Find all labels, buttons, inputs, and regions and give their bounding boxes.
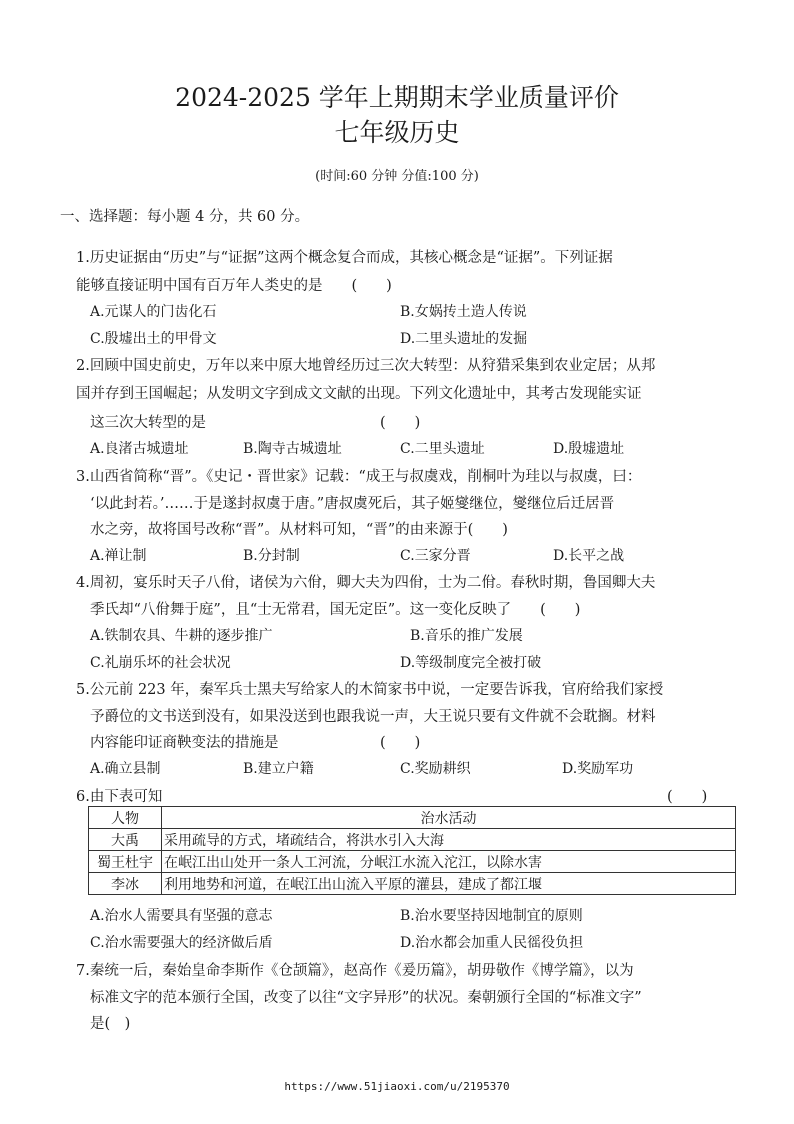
question-5-line-3: 内容能印证商鞅变法的措施是 ( ) [90,735,421,751]
question-1-line-1: 1.历史证据由“历史”与“证据”这两个概念复合而成，其核心概念是“证据”。下列证据 [76,250,613,266]
question-4-option-a: A.铁制农具、牛耕的逐步推广 [90,628,273,644]
question-1-option-a: A.元谋人的门齿化石 [90,304,217,320]
table-row [89,829,736,851]
table-header-activity: 治水活动 [162,807,736,829]
question-7-line-3: 是( ) [90,1016,131,1032]
table-cell-person: 蜀王杜宇 [89,851,162,873]
question-4-option-d: D.等级制度完全被打破 [400,655,542,671]
question-5-option-c: C.奖励耕织 [400,761,471,777]
question-4-option-c: C.礼崩乐坏的社会状况 [90,655,231,671]
question-5-line-2: 予爵位的文书送到没有，如果没送到也跟我说一声，大王说只要有文件就不会耽搁。材料 [90,709,656,725]
table-cell-activity: 采用疏导的方式，堵疏结合，将洪水引入大海 [162,829,736,851]
question-6-line-1: 6.由下表可知 [76,789,163,805]
table-cell-person: 李冰 [89,873,162,895]
table-row [89,873,736,895]
question-2-option-a: A.良渚古城遗址 [90,441,189,457]
table-header-person: 人物 [89,807,162,829]
question-3-line-3: 水之旁，故将国号改称“晋”。从材料可知，“晋”的由来源于( ) [90,522,508,538]
question-1-line-2: 能够直接证明中国有百万年人类史的是 ( ) [76,278,392,294]
question-6-bracket: ( ) [667,789,708,805]
question-3-option-b: B.分封制 [243,548,300,564]
question-2-option-c: C.二里头遗址 [400,441,485,457]
question-1-option-d: D.二里头遗址的发掘 [400,331,528,347]
footer-url: https://www.51jiaoxi.com/u/2195370 [284,1080,510,1093]
section-heading: 一、选择题：每小题 4 分，共 60 分。 [60,209,310,225]
question-4-option-b: B.音乐的推广发展 [410,628,523,644]
question-7-line-2: 标准文字的范本颁行全国，改变了以往“文字异形”的状况。秦朝颁行全国的“标准文字” [90,990,642,1006]
question-3-line-1: 3.山西省简称“晋”。《史记・晋世家》记载：“成王与叔虞戏，削桐叶为珪以与叔虞，曰： [76,469,642,485]
question-2-line-1: 2.回顾中国史前史，万年以来中原大地曾经历过三次大转型：从狩猎采集到农业定居；从邦 [76,358,656,374]
question-5-option-b: B.建立户籍 [243,761,314,777]
question-2-line-3: 这三次大转型的是 ( ) [90,415,421,431]
question-5-option-a: A.确立县制 [90,761,161,777]
question-3-option-a: A.禅让制 [90,548,147,564]
exam-title: 2024-2025 学年上期期末学业质量评价 [175,83,619,112]
question-6-option-a: A.治水人需要具有坚强的意志 [90,908,273,924]
question-3-option-c: C.三家分晋 [400,548,471,564]
flood-control-table [88,806,736,895]
question-3-option-d: D.长平之战 [553,548,625,564]
question-2-option-d: D.殷墟遗址 [553,441,625,457]
table-row [89,851,736,873]
question-2-line-2: 国并存到王国崛起；从发明文字到成文文献的出现。下列文化遗址中，其考古发现能实证 [76,386,642,402]
exam-meta: (时间:60 分钟 分值:100 分) [315,169,479,184]
question-6-option-b: B.治水要坚持因地制宜的原则 [400,908,583,924]
question-6-option-d: D.治水都会加重人民徭役负担 [400,935,584,951]
question-1-option-b: B.女娲抟土造人传说 [400,304,527,320]
question-5-line-1: 5.公元前 223 年，秦军兵士黑夫写给家人的木简家书中说，一定要告诉我，官府给我们家授 [76,682,664,698]
question-3-line-2: ‘以此封若。’……于是遂封叔虞于唐。”唐叔虞死后，其子姬燮继位，燮继位后迁居晋 [90,496,615,512]
table-header-row [89,807,736,829]
question-7-line-1: 7.秦统一后，秦始皇命李斯作《仓颉篇》，赵高作《爰历篇》，胡毋敬作《博学篇》，以为 [76,963,634,979]
question-1-option-c: C.殷墟出土的甲骨文 [90,331,217,347]
question-4-line-1: 4.周初，宴乐时天子八佾，诸侯为六佾，卿大夫为四佾，士为二佾。春秋时期，鲁国卿大夫 [76,575,656,591]
question-5-option-d: D.奖励军功 [562,761,634,777]
table-cell-person: 大禹 [89,829,162,851]
question-4-line-2: 季氏却“八佾舞于庭”，且“士无常君，国无定臣”。这一变化反映了 ( ) [90,602,581,618]
question-2-option-b: B.陶寺古城遗址 [243,441,342,457]
exam-subtitle: 七年级历史 [334,118,460,147]
table-cell-activity: 在岷江出山处开一条人工河流，分岷江水流入沱江，以除水害 [162,851,736,873]
question-6-option-c: C.治水需要强大的经济做后盾 [90,935,273,951]
table-cell-activity: 利用地势和河道，在岷江出山流入平原的灌县，建成了都江堰 [162,873,736,895]
